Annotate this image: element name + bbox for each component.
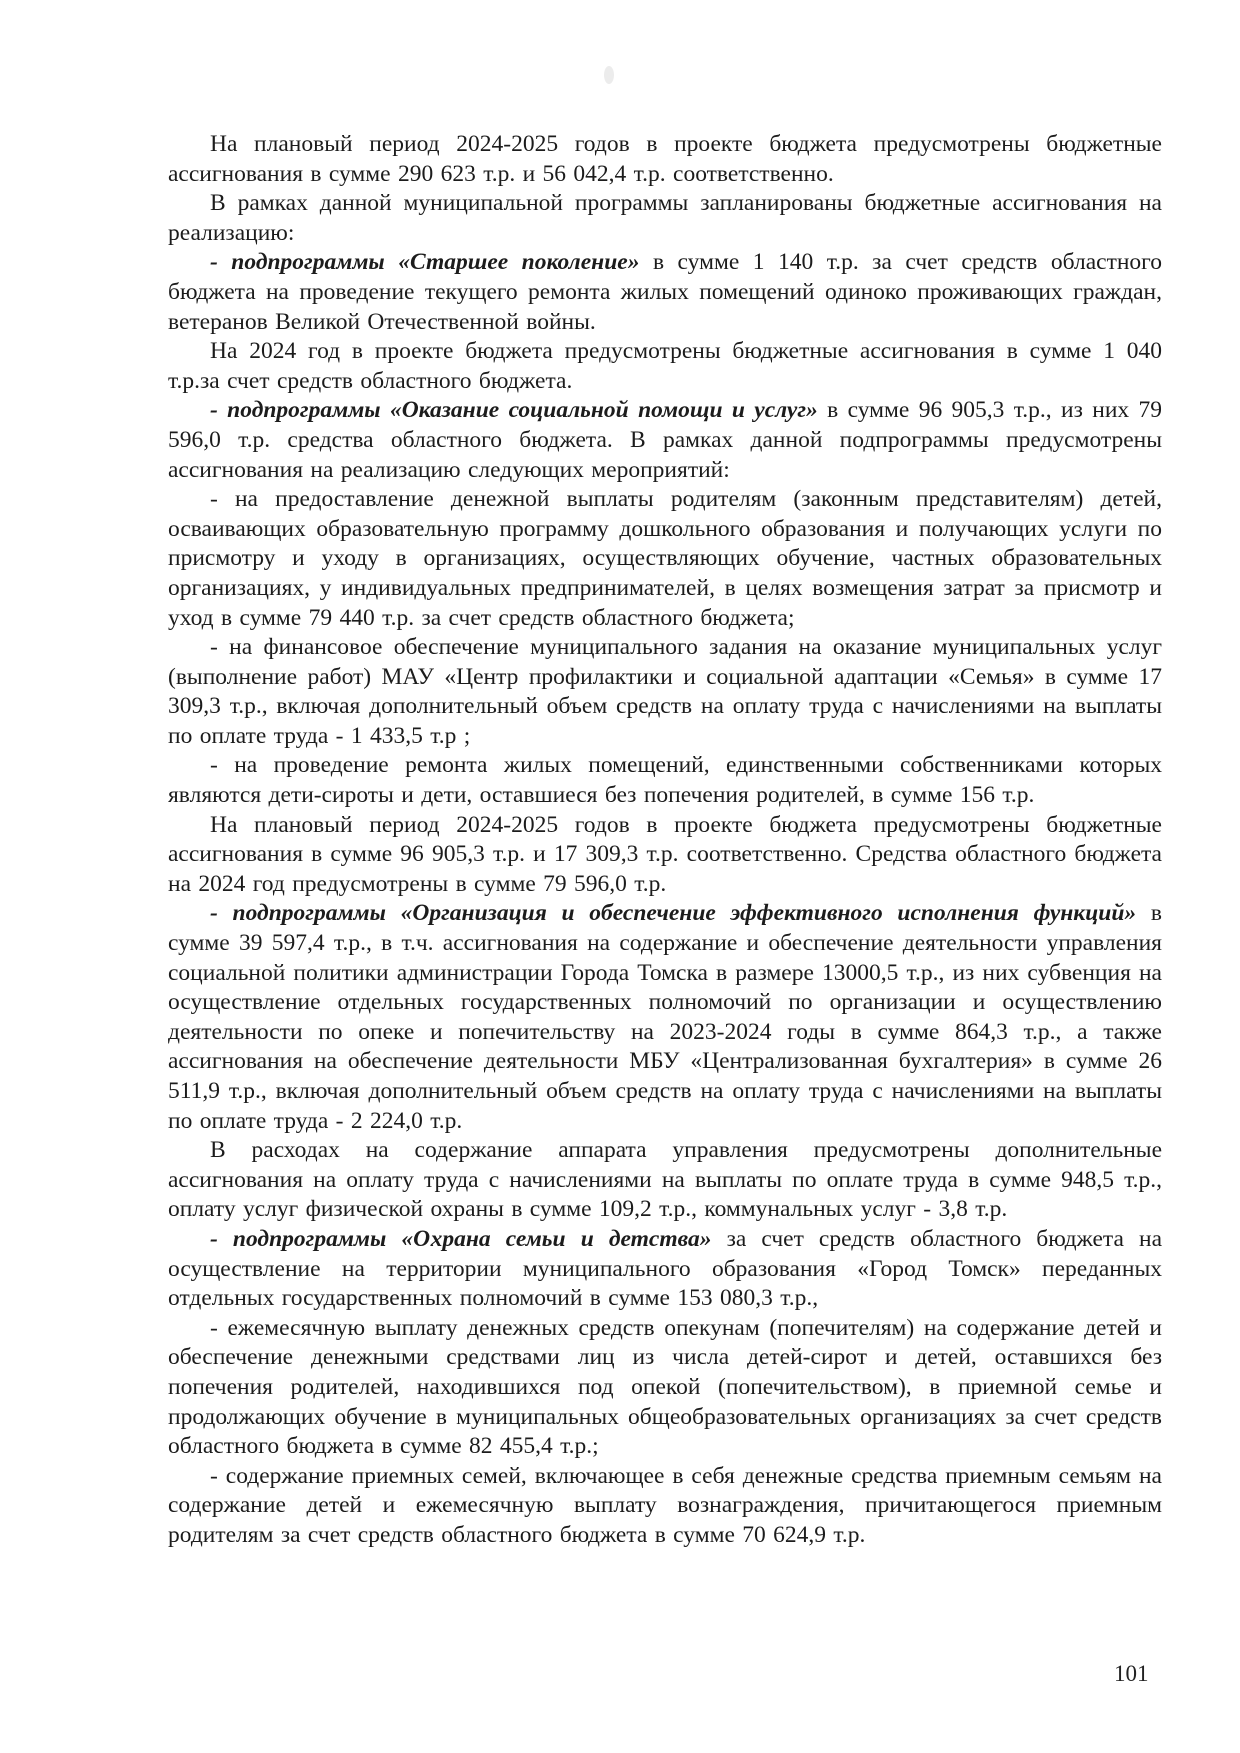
subprogram-heading-run: - подпрограммы «Оказание социальной помощи и услуг»	[210, 397, 828, 424]
subprogram-heading-run: - подпрограммы «Старшее поколение»	[210, 249, 653, 276]
text-run: в сумме 96 905,3 т.р., из них 79 596,0 т.р. средства областного бюджета. В рамках данной подпрограммы предусмотрены ассигнования на реализацию следующих мероприятий:	[168, 397, 1163, 483]
scan-artifact	[604, 66, 614, 84]
paragraph	[168, 1136, 1162, 1225]
paragraph	[168, 485, 1162, 633]
text-run: за счет средств областного бюджета на осуществление на территории муниципального образования «Город Томск» переданных отдельных государственных полномочий в сумме 153 080,3 т.р.,	[168, 1225, 1162, 1312]
text-run: На плановый период 2024-2025 годов в проекте бюджета предусмотрены бюджетные ассигнования в сумме 290 623 т.р. и 56 042,4 т.р. соответственно.	[168, 131, 1162, 187]
paragraph	[168, 130, 1162, 189]
text-run: - на проведение ремонта жилых помещений, единственными собственниками которых являются дети-сироты и дети, оставшиеся без попечения родителей, в сумме 156 т.р.	[168, 752, 1162, 809]
text-run: В рамках данной муниципальной программы запланированы бюджетные ассигнования на реализацию:	[168, 190, 1162, 246]
page-number: 101	[1114, 1661, 1149, 1686]
paragraph	[168, 633, 1162, 751]
text-run: - ежемесячную выплату денежных средств опекунам (попечителям) на содержание детей и обеспечение денежными средствами лиц из числа детей-сирот и детей, оставшихся без попечения родителей, находившихся под опекой (попечительством), в приемной семье и продолжающих обучение в муниципальных общеобразовательных организациях за счет средств областного бюджета в сумме 82 455,4 т.р.;	[168, 1314, 1162, 1460]
paragraph	[168, 396, 1162, 485]
paragraph	[168, 337, 1162, 396]
text-run: в сумме 1 140 т.р. за счет средств областного бюджета на проведение текущего ремонта жилых помещений одиноко проживающих граждан, ветеранов Великой Отечественной войны.	[168, 249, 1162, 335]
paragraph	[168, 1225, 1162, 1314]
paragraph	[168, 248, 1162, 337]
paragraph	[168, 189, 1162, 248]
paragraph	[168, 899, 1162, 1136]
text-run: В расходах на содержание аппарата управления предусмотрены дополнительные ассигнования на оплату труда с начислениями на выплаты по оплате труда в сумме 948,5 т.р., оплату услуг физической охраны в сумме 109,2 т.р., коммунальных услуг - 3,8 т.р.	[168, 1137, 1162, 1223]
subprogram-heading-run: - подпрограммы «Организация и обеспечение эффективного исполнения функций»	[210, 900, 1151, 927]
text-run: - содержание приемных семей, включающее в себя денежные средства приемным семьям на содержание детей и ежемесячную выплату вознаграждения, причитающегося приемным родителям за счет средств областного бюджета в сумме 70 624,9 т.р.	[168, 1462, 1162, 1548]
paragraph	[168, 811, 1162, 900]
text-run: - на предоставление денежной выплаты родителям (законным представителям) детей, осваивающих образовательную программу дошкольного образования и получающих услуги по присмотру и уходу в организациях, осуществляющих обучение, частных образовательных организациях, у индивидуальных предпринимателей, в целях возмещения затрат за присмотр и уход в сумме 79 440 т.р. за счет средств областного бюджета;	[168, 486, 1162, 631]
text-run: На 2024 год в проекте бюджета предусмотрены бюджетные ассигнования в сумме 1 040 т.р.за счет средств областного бюджета.	[168, 338, 1162, 394]
paragraph	[168, 751, 1162, 810]
text-run: в сумме 39 597,4 т.р., в т.ч. ассигнования на содержание и обеспечение деятельности управления социальной политики администрации Города Томска в размере 13000,5 т.р., из них субвенция на осуществление отдельных государственных полномочий по организации и осуществлению деятельности по опеке и попечительству на 2023-2024 годы в сумме 864,3 т.р., а также ассигнования на обеспечение деятельности МБУ «Централизованная бухгалтерия» в сумме 26 511,9 т.р., включая дополнительный объем средств на оплату труда с начислениями на выплаты по оплате труда - 2 224,0 т.р.	[168, 900, 1162, 1134]
paragraph	[168, 1314, 1162, 1462]
subprogram-heading-run: - подпрограммы «Охрана семьи и детства»	[210, 1225, 727, 1252]
text-run: - на финансовое обеспечение муниципального задания на оказание муниципальных услуг (выполнение работ) МАУ «Центр профилактики и социальной адаптации «Семья» в сумме 17 309,3 т.р., включая дополнительный объем средств на оплату труда с начислениями на выплаты по оплате труда - 1 433,5 т.р ;	[168, 634, 1162, 749]
document-body	[168, 130, 1162, 1551]
text-run: На плановый период 2024-2025 годов в проекте бюджета предусмотрены бюджетные ассигнования в сумме 96 905,3 т.р. и 17 309,3 т.р. соответственно. Средства областного бюджета на 2024 год предусмотрены в сумме 79 596,0 т.р.	[168, 811, 1162, 897]
paragraph	[168, 1462, 1162, 1551]
